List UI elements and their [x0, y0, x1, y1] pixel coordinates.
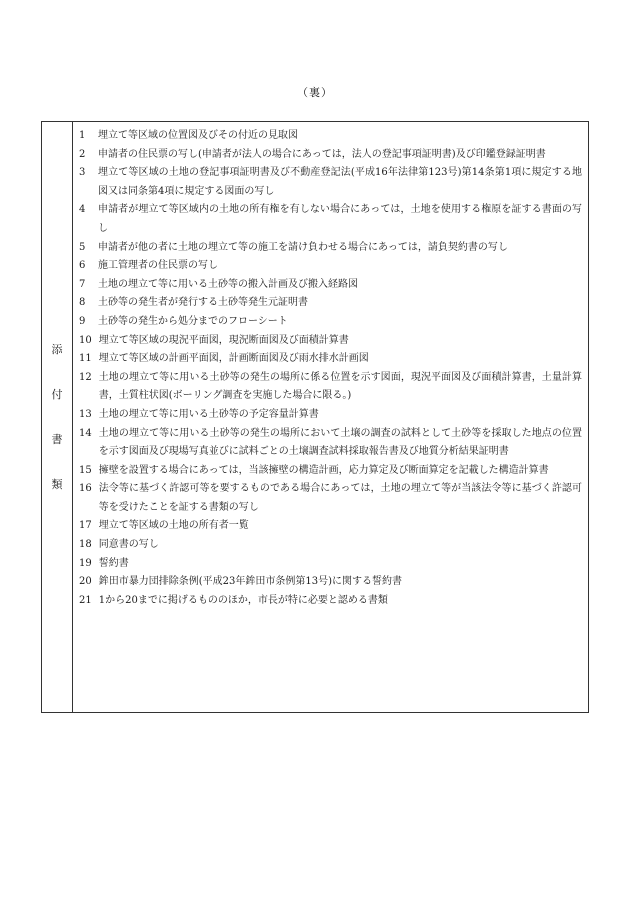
- list-item: [79, 127, 582, 146]
- attachment-table: [41, 121, 589, 713]
- list-item: [79, 573, 582, 592]
- item-number: 4: [79, 204, 86, 216]
- item-number: 12: [79, 371, 92, 383]
- page-header: （裏）: [297, 86, 333, 99]
- item-text: 埋立て等区域の計画平面図，計画断面図及び雨水排水計画図: [98, 353, 369, 365]
- item-number: 15: [79, 464, 92, 476]
- list-item: [79, 332, 582, 351]
- item-number: 8: [79, 297, 86, 309]
- item-text: 土地の埋立て等に用いる土砂等の発生の場所に係る位置を示す図面，現況平面図及び面積計算書，土量計算書，土質柱状図(ボーリング調査を実施した場合に限る。): [98, 371, 582, 402]
- item-text: 埋立て等区域の土地の登記事項証明書及び不動産登記法(平成16年法律第123号)第14条第1項に規定する地図又は同条第4項に規定する図面の写し: [98, 167, 582, 197]
- item-text: 土地の埋立て等に用いる土砂等の搬入計画及び搬入経路図: [98, 278, 358, 290]
- item-number: 9: [79, 315, 86, 327]
- item-number: 17: [79, 520, 92, 532]
- item-text: 埋立て等区域の土地の所有者一覧: [98, 520, 249, 532]
- item-number: 2: [79, 148, 86, 160]
- item-number: 6: [79, 260, 86, 272]
- item-text: 土地の埋立て等に用いる土砂等の予定容量計算書: [98, 408, 319, 420]
- side-label-char: 付: [51, 388, 63, 401]
- list-item: [79, 555, 582, 574]
- list-item: [79, 239, 582, 258]
- item-text: 施工管理者の住民票の写し: [98, 260, 218, 272]
- attachment-list: [73, 122, 588, 712]
- item-text: 申請者が他の者に土地の埋立て等の施工を請け負わせる場合にあっては，請負契約書の写し: [98, 241, 508, 253]
- item-text: 擁壁を設置する場合にあっては，当該擁壁の構造計画，応力算定及び断面算定を記載した構造計算書: [98, 464, 549, 476]
- item-number: 7: [79, 278, 86, 290]
- list-item: [79, 425, 582, 462]
- list-item: [79, 480, 582, 517]
- item-number: 21: [79, 594, 92, 606]
- item-number: 1: [79, 130, 86, 141]
- item-number: 10: [79, 334, 92, 346]
- item-number: 18: [79, 539, 92, 551]
- item-text: 土砂等の発生から処分までのフローシート: [98, 315, 288, 327]
- item-number: 5: [79, 241, 86, 253]
- item-text: 同意書の写し: [98, 539, 159, 551]
- list-item: [79, 369, 582, 406]
- list-item: [79, 462, 582, 481]
- item-number: 20: [79, 576, 92, 588]
- item-number: 3: [79, 167, 86, 179]
- item-text: 土地の埋立て等に用いる土砂等の発生の場所において土壌の調査の試料として土砂等を採取した地点の位置を示す図面及び現場写真並びに試料ごとの土壌調査試料採取報告書及び地質分析結果証明書: [98, 427, 582, 458]
- item-text: 法令等に基づく許認可等を要するものである場合にあっては，土地の埋立て等が当該法令等に基づく許認可等を受けたことを証する書類の写し: [98, 483, 582, 513]
- item-text: 埋立て等区域の現況平面図，現況断面図及び面積計算書: [98, 334, 349, 346]
- item-text: 申請者の住民票の写し(申請者が法人の場合にあっては，法人の登記事項証明書)及び印鑑登録証明書: [98, 148, 546, 160]
- item-text: 鉾田市暴力団排除条例(平成23年鉾田市条例第13号)に関する誓約書: [98, 576, 402, 588]
- list-item: [79, 313, 582, 332]
- list-item: [79, 536, 582, 555]
- item-number: 16: [79, 483, 92, 495]
- item-number: 13: [79, 408, 92, 420]
- item-number: 14: [79, 427, 92, 439]
- list-item: [79, 350, 582, 369]
- list-item: [79, 592, 582, 611]
- list-item: [79, 276, 582, 295]
- list-item: [79, 294, 582, 313]
- item-text: 申請者が埋立て等区域内の土地の所有権を有しない場合にあっては，土地を使用する権原を証する書面の写し: [98, 204, 582, 234]
- list-item: [79, 257, 582, 276]
- item-text: 1から20までに掲げるもののほか，市長が特に必要と認める書類: [98, 594, 388, 606]
- item-text: 土砂等の発生者が発行する土砂等発生元証明書: [98, 297, 308, 309]
- list-item: [79, 146, 582, 165]
- item-number: 11: [79, 353, 92, 365]
- side-label-char: 書: [51, 433, 63, 446]
- item-text: 埋立て等区域の位置図及びその付近の見取図: [98, 130, 298, 141]
- item-number: 19: [79, 557, 92, 569]
- list-item: [79, 164, 582, 201]
- list-item: [79, 201, 582, 238]
- side-label-column: [42, 122, 73, 712]
- item-text: 誓約書: [98, 557, 129, 569]
- side-label-char: 類: [51, 478, 63, 491]
- list-item: [79, 406, 582, 425]
- list-item: [79, 517, 582, 536]
- side-label-char: 添: [51, 343, 63, 356]
